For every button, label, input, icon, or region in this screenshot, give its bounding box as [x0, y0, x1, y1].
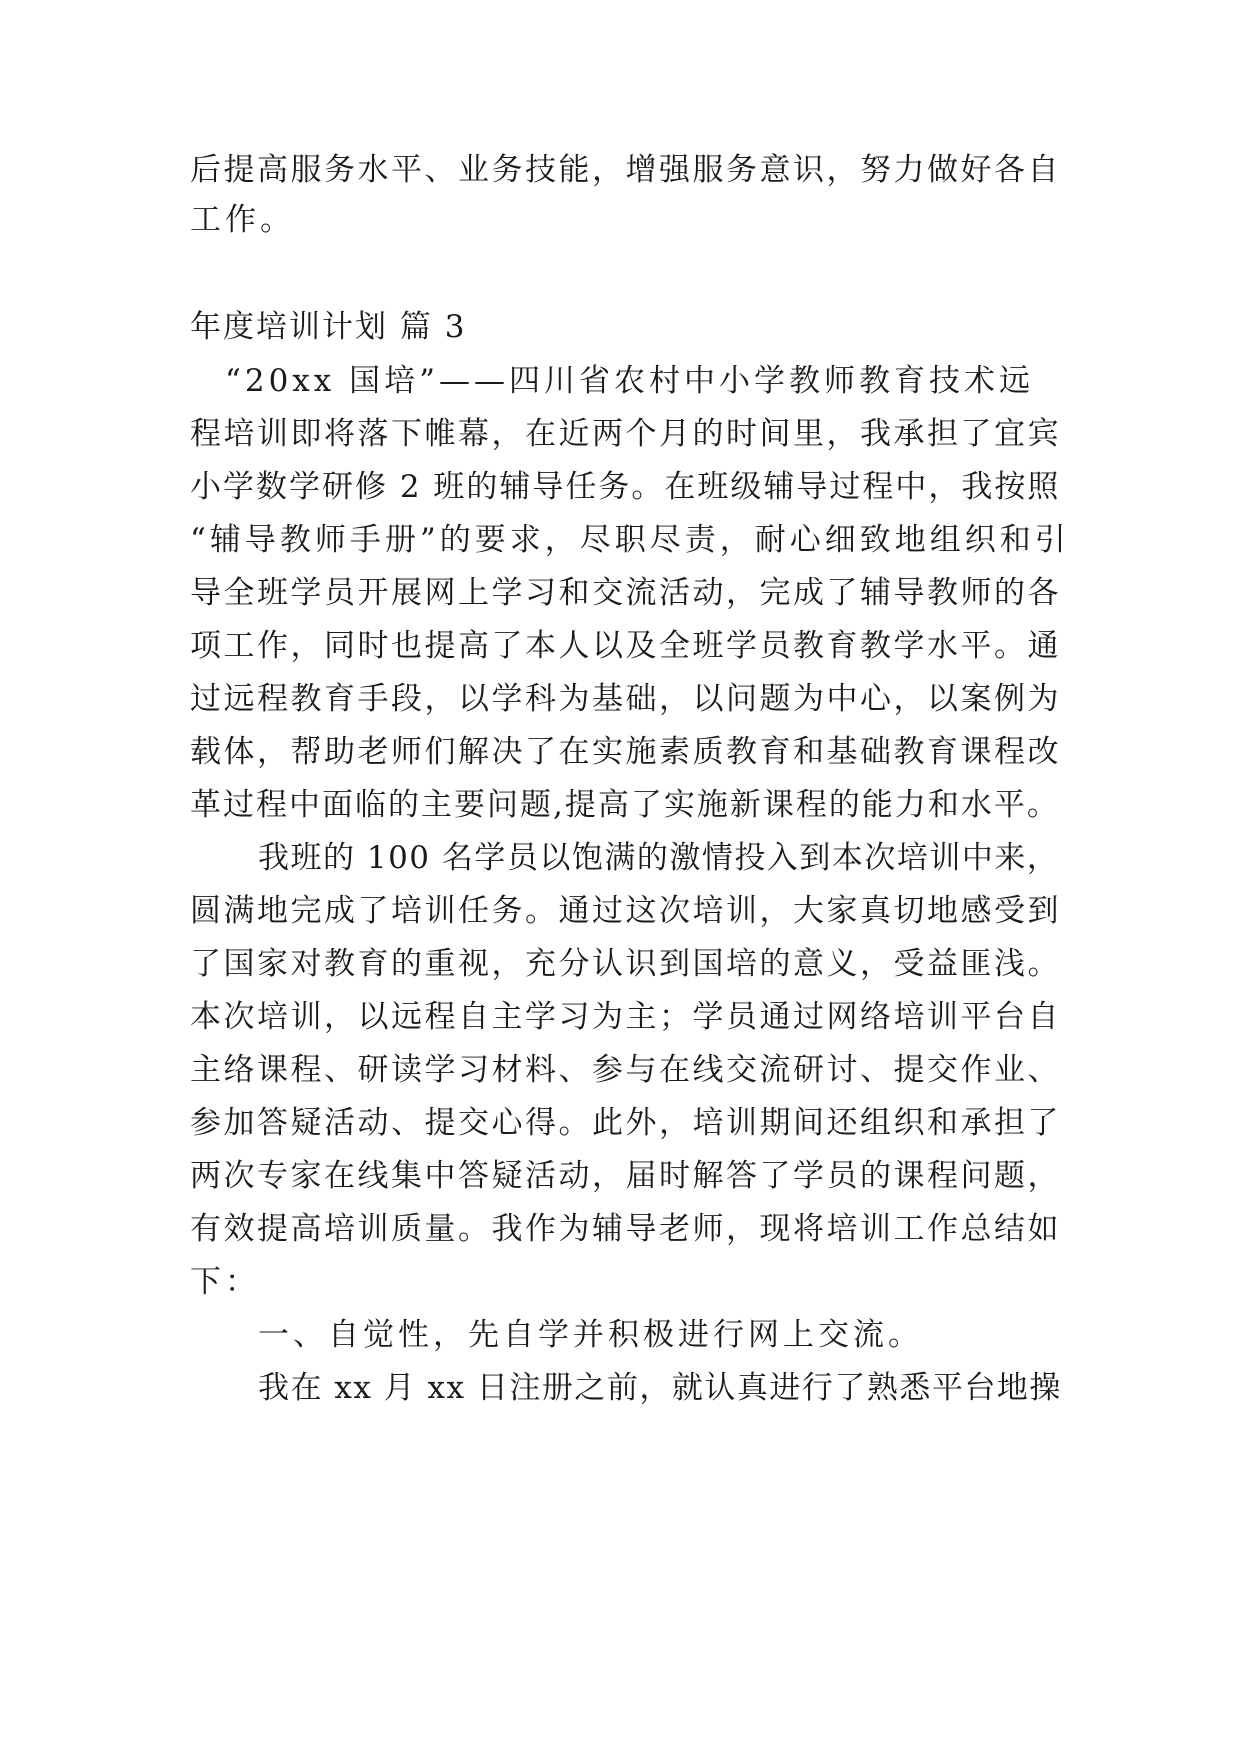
paragraph-line: 两次专家在线集中答疑活动，届时解答了学员的课程问题， [190, 1158, 1061, 1194]
paragraph-line: 了国家对教育的重视，充分认识到国培的意义，受益匪浅。 [190, 946, 1061, 982]
paragraph-line: 我班的 100 名学员以饱满的激情投入到本次培训中来， [258, 840, 1060, 876]
paragraph-line: 下： [190, 1264, 260, 1300]
paragraph-line: 载体，帮助老师们解决了在实施素质教育和基础教育课程改 [190, 734, 1061, 770]
paragraph-line: 程培训即将落下帷幕，在近两个月的时间里，我承担了宜宾 [190, 416, 1061, 452]
paragraph-line: 过远程教育手段，以学科为基础，以问题为中心，以案例为 [190, 681, 1061, 717]
paragraph-line: 主络课程、研读学习材料、参与在线交流研讨、提交作业、 [190, 1052, 1061, 1088]
paragraph-line: 导全班学员开展网上学习和交流活动，完成了辅导教师的各 [190, 575, 1061, 611]
paragraph-line: 参加答疑活动、提交心得。此外，培训期间还组织和承担了 [190, 1105, 1061, 1141]
section-heading: 年度培训计划 篇 3 [190, 309, 467, 345]
paragraph-line: “20xx 国培”——四川省农村中小学教师教育技术远 [225, 363, 1034, 399]
paragraph-line: 小学数学研修 2 班的辅导任务。在班级辅导过程中，我按照 [190, 469, 1061, 505]
paragraph-line: 本次培训，以远程自主学习为主；学员通过网络培训平台自 [190, 999, 1061, 1035]
subheading: 一、自觉性，先自学并积极进行网上交流。 [258, 1317, 923, 1353]
paragraph-line: 项工作，同时也提高了本人以及全班学员教育教学水平。通 [190, 628, 1061, 664]
paragraph-line: “辅导教师手册”的要求，尽职尽责，耐心细致地组织和引 [190, 522, 1070, 558]
paragraph-line: 我在 xx 月 xx 日注册之前，就认真进行了熟悉平台地操 [258, 1370, 1062, 1406]
paragraph-line: 圆满地完成了培训任务。通过这次培训，大家真切地感受到 [190, 893, 1061, 929]
intro-line: 后提高服务水平、业务技能，增强服务意识，努力做好各自 [190, 152, 1061, 188]
paragraph-line: 革过程中面临的主要问题,提高了实施新课程的能力和水平。 [190, 787, 1060, 823]
paragraph-line: 有效提高培训质量。我作为辅导老师，现将培训工作总结如 [190, 1211, 1061, 1247]
intro-line: 工作。 [190, 202, 295, 238]
